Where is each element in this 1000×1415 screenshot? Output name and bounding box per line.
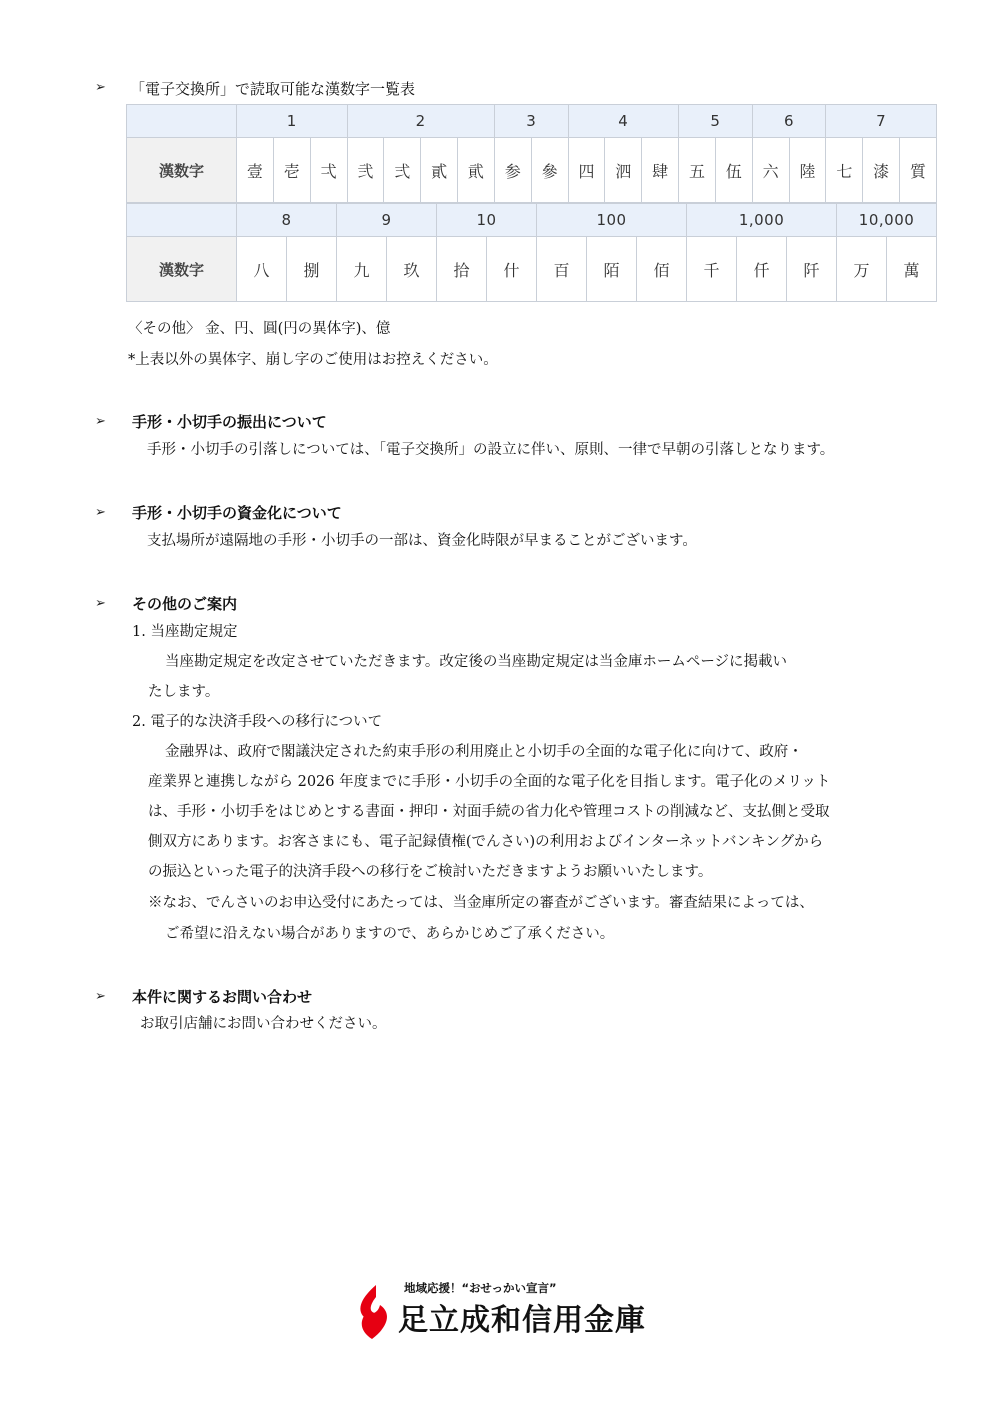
shikinka-heading: 手形・小切手の資金化について [132, 504, 342, 522]
footer-bank-name: 足立成和信用金庫 [398, 1303, 646, 1338]
number-header-cell: 7 [826, 105, 937, 138]
other-kanji-note: 〈その他〉 金、円、圓(円の異体字)、億 [128, 321, 391, 337]
notice-line: ※なお、でんさいのお申込受付にあたっては、当金庫所定の審査がございます。審査結果によっては、 [148, 895, 814, 911]
furidashi-body: 手形・小切手の引落しについては、「電子交換所」の設立に伴い、原則、一律で早朝の引落しとなります。 [147, 442, 835, 458]
item1-title: 1. 当座勘定規定 [132, 624, 238, 640]
kanji-cell: 佰 [637, 237, 687, 302]
kanji-label-cell: 漢数字 [127, 237, 237, 302]
kanji-cell: 四 [568, 138, 605, 203]
furidashi-heading: 手形・小切手の振出について [132, 413, 327, 431]
kanji-cell: 万 [837, 237, 887, 302]
item2-line: 金融界は、政府で閣議決定された約束手形の利用廃止と小切手の全面的な電子化に向けて、政府・ [165, 744, 803, 760]
number-header-cell: 10,000 [837, 204, 937, 237]
item2-line: は、手形・小切手をはじめとする書面・押印・対面手続の省力化や管理コストの削減など、支払側と受取 [148, 804, 830, 820]
bullet-icon: ➢ [95, 414, 106, 429]
number-header-cell: 1,000 [687, 204, 837, 237]
kanji-table-2-header [127, 204, 937, 237]
kanji-cell: 什 [487, 237, 537, 302]
kanji-cell: 壹 [237, 138, 274, 203]
kanji-cell: 伍 [715, 138, 752, 203]
kanji-cell: 泗 [605, 138, 642, 203]
number-header-cell: 6 [752, 105, 826, 138]
kanji-table-2 [126, 203, 937, 302]
item1-line: 当座勘定規定を改定させていただきます。改定後の当座勘定規定は当金庫ホームページに掲載い [165, 654, 788, 670]
kanji-cell: 六 [752, 138, 789, 203]
kanji-table-1-row [127, 138, 937, 203]
other-info-heading: その他のご案内 [132, 595, 238, 613]
kanji-cell: 玖 [387, 237, 437, 302]
bullet-icon: ➢ [95, 596, 106, 611]
table-section-heading: 「電子交換所」で読取可能な漢数字一覧表 [130, 80, 416, 98]
notice-line: ご希望に沿えない場合がありますので、あらかじめご了承ください。 [165, 926, 615, 942]
kanji-cell: 参 [494, 138, 531, 203]
kanji-cell: 弐 [347, 138, 384, 203]
number-header-cell: 9 [337, 204, 437, 237]
kanji-cell: 肆 [642, 138, 679, 203]
item2-line: 側双方にあります。お客さまにも、電子記録債権(でんさい)の利用およびインターネットバンキングから [148, 834, 824, 850]
kanji-cell: 萬 [887, 237, 937, 302]
kanji-cell: 阡 [787, 237, 837, 302]
item1-line: たします。 [148, 684, 220, 700]
kanji-cell: 千 [687, 237, 737, 302]
header-blank-cell [127, 105, 237, 138]
number-header-cell: 1 [237, 105, 348, 138]
kanji-cell: 陸 [789, 138, 826, 203]
number-header-cell: 8 [237, 204, 337, 237]
kanji-cell: 拾 [437, 237, 487, 302]
bullet-icon: ➢ [95, 80, 106, 95]
kanji-table-1-header [127, 105, 937, 138]
number-header-cell: 100 [537, 204, 687, 237]
kanji-table-2-row [127, 237, 937, 302]
bullet-icon: ➢ [95, 505, 106, 520]
flame-logo-icon [352, 1283, 392, 1341]
number-header-cell: 10 [437, 204, 537, 237]
item2-line: の振込といった電子的決済手段への移行をご検討いただきますようお願いいたします。 [148, 864, 713, 880]
variant-warning: *上表以外の異体字、崩し字のご使用はお控えください。 [128, 352, 498, 368]
contact-heading: 本件に関するお問い合わせ [132, 988, 313, 1006]
bullet-icon: ➢ [95, 989, 106, 1004]
footer-tagline: 地域応援！“おせっかい宣言” [404, 1281, 557, 1295]
item2-line: 産業界と連携しながら 2026 年度までに手形・小切手の全面的な電子化を目指します。電子化のメリット [148, 774, 831, 790]
kanji-cell: 質 [900, 138, 937, 203]
kanji-cell: 貳 [421, 138, 458, 203]
kanji-cell: 七 [826, 138, 863, 203]
number-header-cell: 5 [679, 105, 753, 138]
kanji-cell: 陌 [587, 237, 637, 302]
number-header-cell: 2 [347, 105, 494, 138]
kanji-cell: 弍 [384, 138, 421, 203]
kanji-cell: 五 [679, 138, 716, 203]
number-header-cell: 4 [568, 105, 679, 138]
kanji-cell: 捌 [287, 237, 337, 302]
kanji-label-cell: 漢数字 [127, 138, 237, 203]
item2-title: 2. 電子的な決済手段への移行について [132, 714, 383, 730]
kanji-cell: 參 [531, 138, 568, 203]
kanji-cell: 仟 [737, 237, 787, 302]
header-blank-cell [127, 204, 237, 237]
kanji-cell: 壱 [273, 138, 310, 203]
kanji-cell: 八 [237, 237, 287, 302]
kanji-cell: 百 [537, 237, 587, 302]
number-header-cell: 3 [494, 105, 568, 138]
kanji-cell: 漆 [863, 138, 900, 203]
kanji-cell: 九 [337, 237, 387, 302]
kanji-cell: 貮 [458, 138, 495, 203]
kanji-table-1 [126, 104, 937, 203]
kanji-cell: 弌 [310, 138, 347, 203]
contact-body: お取引店舗にお問い合わせください。 [140, 1016, 387, 1032]
shikinka-body: 支払場所が遠隔地の手形・小切手の一部は、資金化時限が早まることがございます。 [147, 533, 697, 549]
